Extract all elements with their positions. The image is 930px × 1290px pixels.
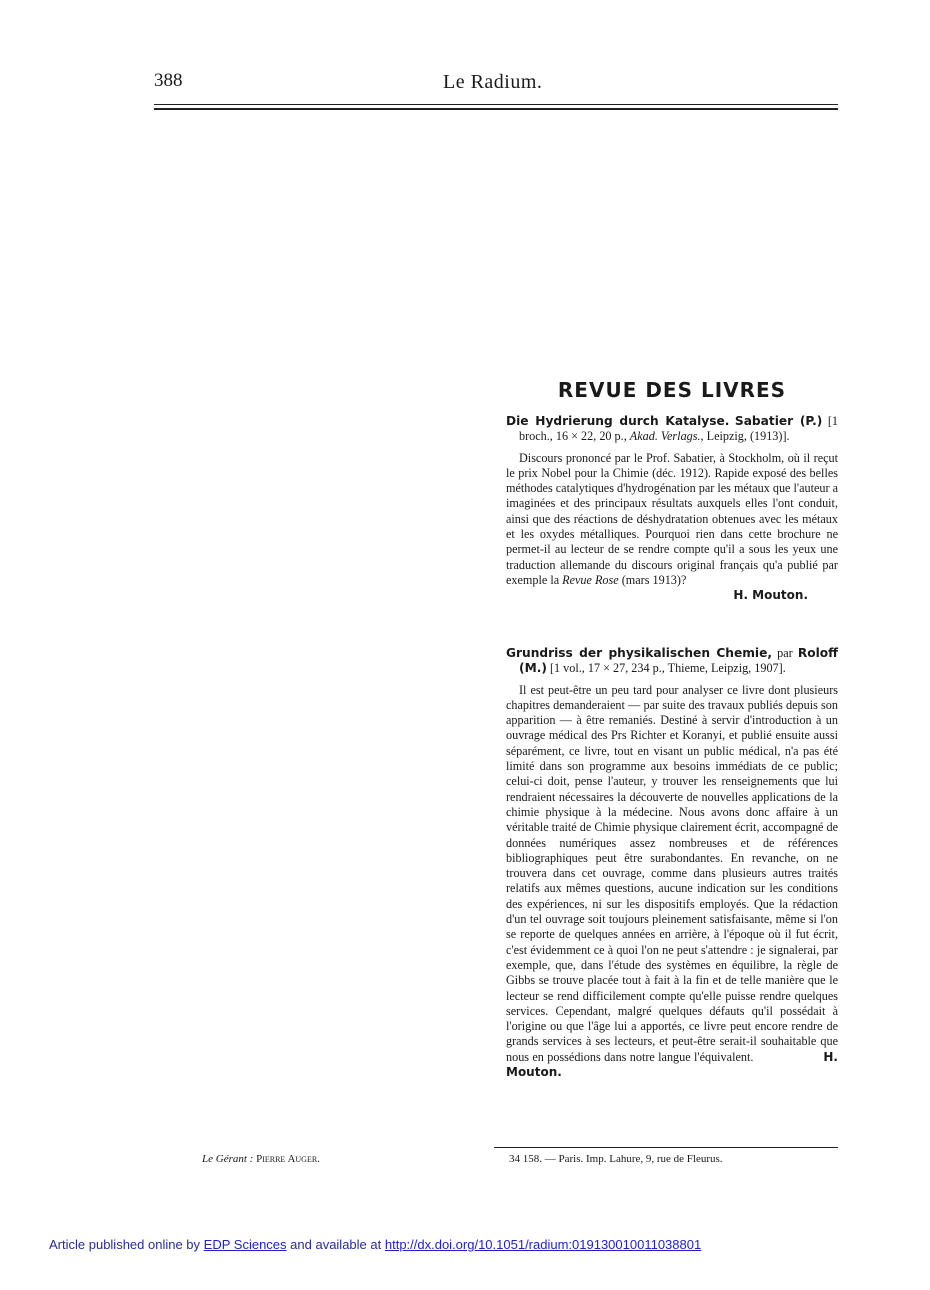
review-body [506,683,838,1081]
publication-details-part: [1 broch., 16 × 22, 20 p., [519,414,838,444]
gerant-line [202,1153,320,1165]
review-body [506,451,838,589]
reviewer-signature: H. Mouton. [733,588,808,603]
publication-note [49,1237,701,1252]
publisher-link[interactable]: EDP Sciences [203,1237,287,1252]
printer-line: 34 158. — Paris. Imp. Lahure, 9, rue de Fleurus. [509,1153,723,1165]
header-rule-bottom [154,108,838,110]
review-hydrierung [506,414,838,604]
review-text: (mars 1913)? [618,572,687,587]
publication-details: [1 vol., 17 × 27, 234 p., Thieme, Leipzig, 1907]. [549,661,786,676]
review-heading [506,646,838,677]
gerant-name: Pierre Auger. [256,1153,320,1165]
publication-note-prefix: Article published online by [49,1237,201,1252]
review-text: Il est peut-être un peu tard pour analyser ce livre dont plusieurs chapitres demanderaient — par suite des travaux publiés depuis son apparition — à être remaniés. Destiné à servir d'introduction à un ouvrage médical des Prs Richter et Koranyi, et publié ensuite aussi séparément, ce livre, tout en visant un public médical, n'a pas été limité dans son programme aux besoins immédiats de ce public; celui-ci doit, pense l'auteur, y trouver les renseignements que lui rendraient nécessaires la découverte de nouvelles applications de la chimie physique à la médecine. Nous avons donc affaire à un véritable traité de Chimie physique clairement écrit, accompagné de données numériques assez nombreuses et de références bibliographiques peut être surabondantes. En revanche, on ne trouvera dans cet ouvrage, comme dans plusieurs autres traités relatifs aux mêmes questions, aucune indication sur les conditions des expériences, ni sur les dispositifs employés. Que la rédaction d'un tel ouvrage soit toujours pleinement satisfaisante, même si l'on se reporte de quelques années en arrière, à l'époque où il fut écrit, c'est évidemment ce à quoi l'on ne peut s'attendre : je signalerai, par exemple, que, dans l'étude des systèmes en équilibre, la règle de Gibbs se trouve placée tout à fait à la fin et de telle manière que le lecteur se rend difficilement compte qu'elle puisse rendre quelques services. Cependant, malgré quelques défauts qu'il possédait à l'origine ou que l'âge lui a apportés, ce livre peut encore rendre de grands services à ses lecteurs, et peut-être serait-il souhaitable que nous en possédions dans notre langue l'équivalent. [506,682,838,1064]
publication-note-middle: and available at [290,1237,382,1252]
review-heading [506,414,838,445]
section-title: REVUE DES LIVRES [557,378,787,402]
book-author: Roloff (M.) [519,646,839,676]
book-author: Sabatier (P.) [734,414,823,428]
gerant-label: Le Gérant : [202,1153,254,1165]
book-title: Die Hydrierung durch Katalyse. [506,414,730,428]
review-grundriss [506,646,838,1080]
footer-rule [494,1147,838,1148]
journal-reference: Revue Rose [562,572,619,587]
review-text: Discours prononcé par le Prof. Sabatier, à Stockholm, où il reçut le prix Nobel pour la Chimie (déc. 1912). Rapide exposé des belles méthodes catalytiques d'hydrogénation par les métaux que l'auteur a imaginées et des principaux résultats auxquels elles l'ont conduit, ainsi que des réactions de déshydratation obtenues avec les métaux et les oxydes métalliques. Pourquoi rien dans cette brochure ne permet-il au lecteur de se rendre compte qu'il a sous les yeux une traduction allemande du discours original français qu'a publié par exemple la [506,450,838,587]
reviewer-signature: H. Mouton. [506,1049,838,1080]
doi-link[interactable]: http://dx.doi.org/10.1051/radium:019130010011038801 [384,1237,702,1252]
publication-details-part: , Leipzig, (1913)]. [700,429,790,444]
author-prefix: par [777,646,793,660]
journal-title: Le Radium. [443,71,543,93]
publisher-name: Akad. Verlags. [629,429,701,444]
page-number: 388 [154,70,183,91]
book-title: Grundriss der physikalischen Chemie, [506,646,772,660]
header-rule-top [154,104,838,105]
